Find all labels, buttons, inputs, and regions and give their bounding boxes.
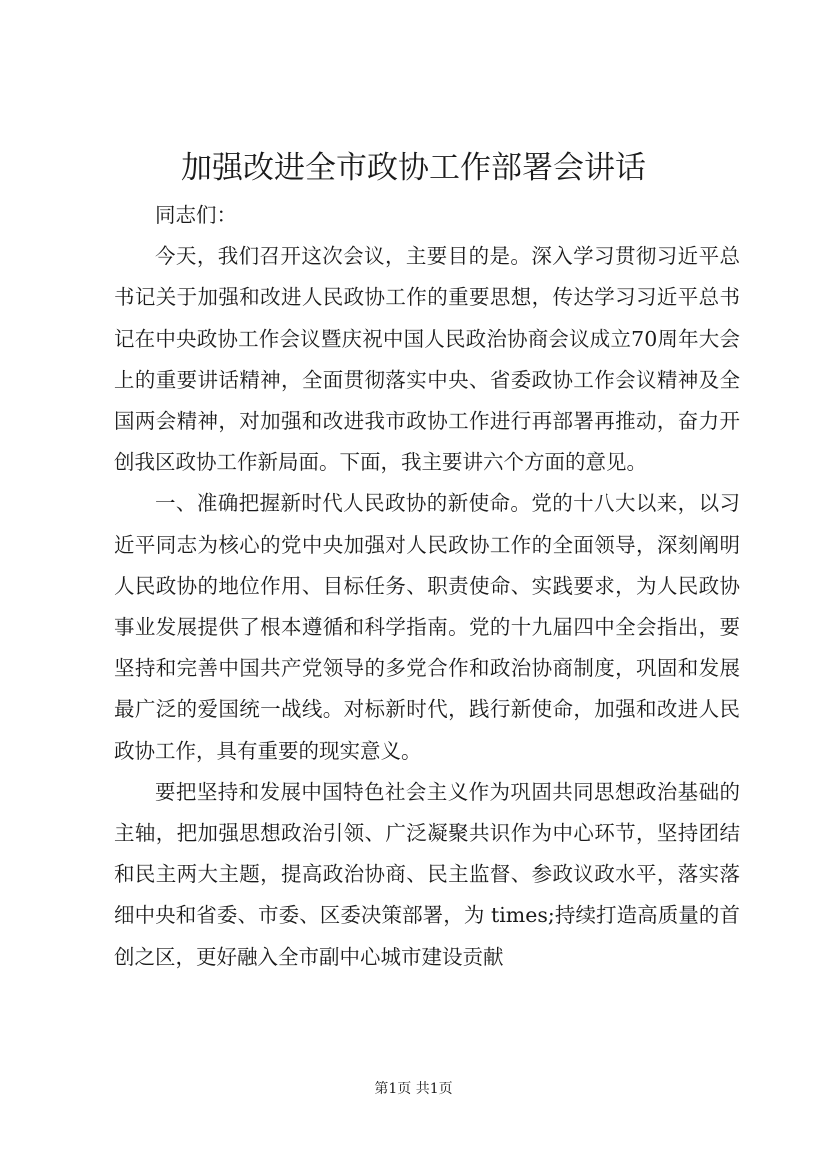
page-footer: 第1页 共1页 [374,1081,453,1097]
paragraph-intro: 今天，我们召开这次会议，主要目的是。深入学习贯彻习近平总书记关于加强和改进人民政协工作的重要思想，传达学习习近平总书记在中央政协工作会议暨庆祝中国人民政治协商会议成立70周年大会上的重要讲话精神，全面贯彻落实中央、省委政协工作会议精神及全国两会精神，对加强和改进我市政协工作进行再部署再推动，奋力开创我区政协工作新局面。下面，我主要讲六个方面的意见。 [114,244,740,475]
paragraph-continuation: 要把坚持和发展中国特色社会主义作为巩固共同思想政治基础的主轴，把加强思想政治引领、广泛凝聚共识作为中心环节，坚持团结和民主两大主题，提高政治协商、民主监督、参政议政水平，落实落细中央和省委、市委、区委决策部署，为 times;持续打造高质量的首创之区，更好融入全市副中心城市建设贡献 [114,779,740,969]
greeting-line: 同志们： [155,203,237,227]
paragraph-section-one: 一、准确把握新时代人民政协的新使命。党的十八大以来，以习近平同志为核心的党中央加强对人民政协工作的全面领导，深刻阐明人民政协的地位作用、目标任务、职责使命、实践要求，为人民政协事业发展提供了根本遵循和科学指南。党的十九届四中全会指出，要坚持和完善中国共产党领导的多党合作和政治协商制度，巩固和发展最广泛的爱国统一战线。对标新时代，践行新使命，加强和改进人民政协工作，具有重要的现实意义。 [114,491,740,763]
document-body [114,195,740,978]
document-title: 加强改进全市政协工作部署会讲话 [181,150,646,186]
